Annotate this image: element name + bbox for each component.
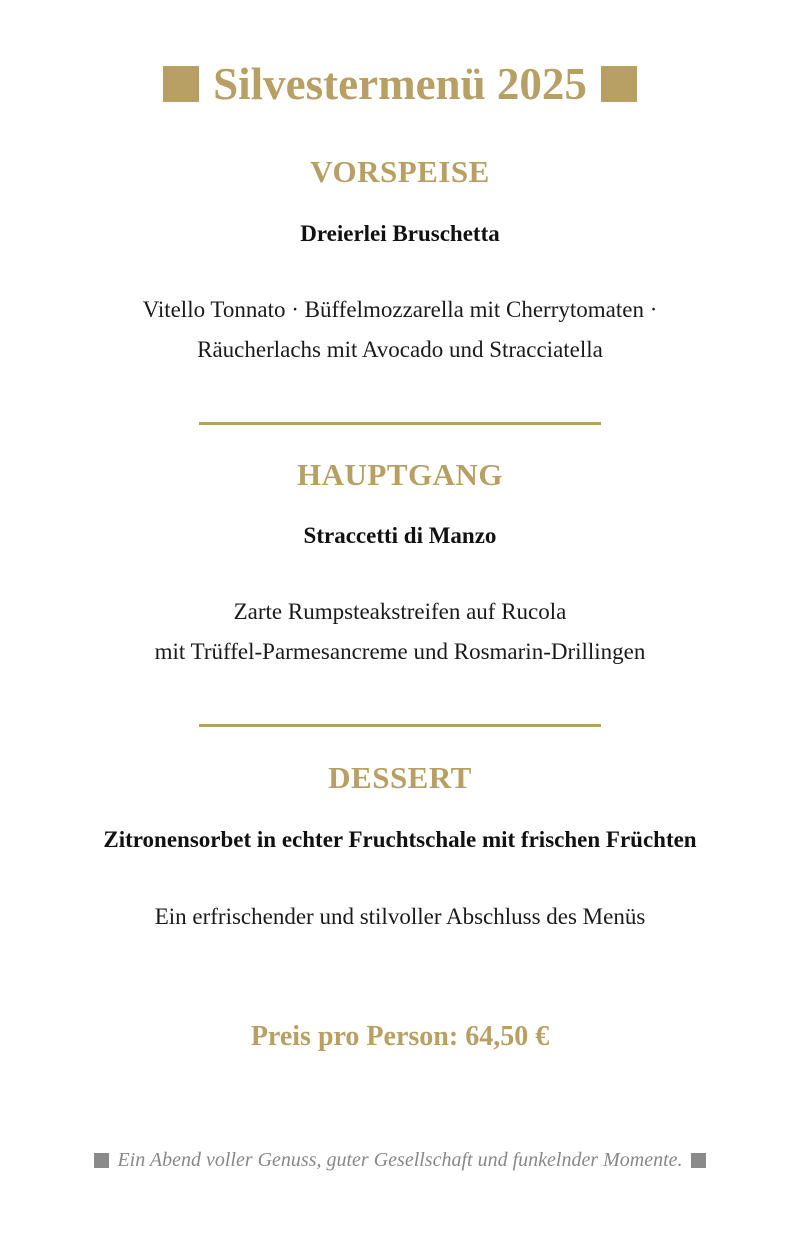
section-divider bbox=[199, 422, 601, 425]
menu-title bbox=[0, 52, 800, 116]
dish-title-dessert: Zitronensorbet in echter Fruchtschale mit frischen Früchten bbox=[103, 827, 697, 852]
description-line: Ein erfrischender und stilvoller Abschluss des Menüs bbox=[154, 904, 646, 929]
dish-title-vorspeise: Dreierlei Bruschetta bbox=[300, 221, 500, 246]
gold-square-icon bbox=[601, 66, 637, 102]
dish-description-vorspeise bbox=[0, 290, 800, 370]
section-heading-dessert: DESSERT bbox=[328, 760, 472, 795]
section-heading-hauptgang: HAUPTGANG bbox=[297, 457, 503, 492]
footer-tagline bbox=[0, 1146, 800, 1174]
section-divider bbox=[199, 724, 601, 727]
price-per-person: Preis pro Person: 64,50 € bbox=[250, 1021, 550, 1052]
footer-text: Ein Abend voller Genuss, guter Gesellschaft und funkelnder Momente. bbox=[117, 1148, 683, 1171]
gray-square-icon bbox=[94, 1153, 109, 1168]
description-line: Räucherlachs mit Avocado und Stracciatella bbox=[197, 337, 603, 362]
menu-title-text: Silvestermenü 2025 bbox=[213, 59, 587, 109]
description-line: Vitello Tonnato · Büffelmozzarella mit Cherrytomaten · bbox=[142, 297, 658, 322]
section-heading-vorspeise: VORSPEISE bbox=[310, 154, 490, 189]
gray-square-icon bbox=[691, 1153, 706, 1168]
gold-square-icon bbox=[163, 66, 199, 102]
dish-title-hauptgang: Straccetti di Manzo bbox=[303, 523, 497, 548]
dish-description-hauptgang bbox=[0, 592, 800, 672]
description-line: Zarte Rumpsteakstreifen auf Rucola bbox=[233, 599, 567, 624]
description-line: mit Trüffel-Parmesancreme und Rosmarin-Drillingen bbox=[154, 639, 646, 664]
dish-description-dessert bbox=[0, 897, 800, 937]
